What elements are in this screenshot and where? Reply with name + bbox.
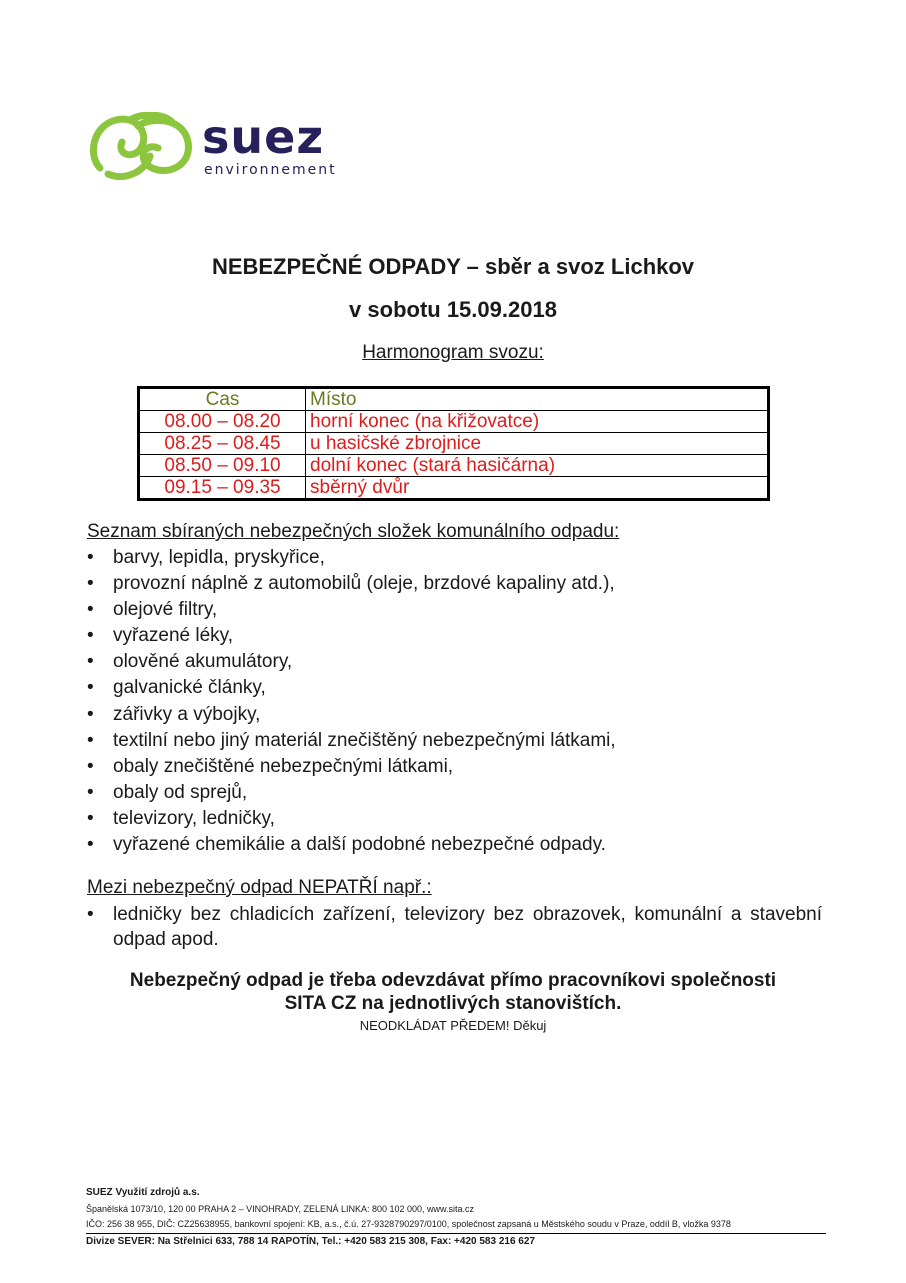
notice-line-1: Nebezpečný odpad je třeba odevzdávat přímo pracovníkovi společnosti xyxy=(129,970,777,991)
schedule-caption: Harmonogram svozu: xyxy=(362,342,544,363)
schedule-header-row xyxy=(139,388,769,411)
time-cell: 09.15 – 09.35 xyxy=(139,477,306,500)
time-cell: 08.25 – 08.45 xyxy=(139,433,306,455)
list-item: • obaly od sprejů, xyxy=(87,780,827,806)
footer-company: SUEZ Využití zdrojů a.s. xyxy=(86,1187,200,1198)
page-title: NEBEZPEČNÉ ODPADY – sběr a svoz Lichkov xyxy=(211,254,695,279)
list-item: • textilní nebo jiný materiál znečištěný nebezpečnými látkami, xyxy=(87,728,827,754)
footer-divider xyxy=(86,1233,826,1234)
time-cell: 08.00 – 08.20 xyxy=(139,411,306,433)
list-item: • vyřazené léky, xyxy=(87,623,827,649)
table-row xyxy=(139,455,769,477)
footer-division: Divize SEVER: Na Střelnici 633, 788 14 RAPOTÍN, Tel.: +420 583 215 308, Fax: +420 583 216 627 xyxy=(86,1236,535,1247)
place-cell: u hasičské zbrojnice xyxy=(306,433,769,455)
notice-line-2: SITA CZ na jednotlivých stanovištích. xyxy=(284,993,622,1014)
list-item: • vyřazené chemikálie a další podobné nebezpečné odpady. xyxy=(87,832,827,858)
excluded-heading: Mezi nebezpečný odpad NEPATŘÍ např.: xyxy=(87,877,432,898)
table-row xyxy=(139,433,769,455)
logo-tagline: environnement xyxy=(204,162,337,178)
date-line: v sobotu 15.09.2018 xyxy=(349,297,557,322)
list-item: • zářivky a výbojky, xyxy=(87,702,827,728)
excluded-list-item xyxy=(87,902,822,952)
list-item: • televizory, ledničky, xyxy=(87,806,827,832)
collected-list xyxy=(87,545,827,858)
list-item: • obaly znečištěné nebezpečnými látkami, xyxy=(87,754,827,780)
schedule-table xyxy=(137,386,770,501)
table-row xyxy=(139,477,769,500)
place-cell: horní konec (na křižovatce) xyxy=(306,411,769,433)
place-cell: dolní konec (stará hasičárna) xyxy=(306,455,769,477)
list-item: • olejové filtry, xyxy=(87,597,827,623)
excluded-item-text: ledničky bez chladicích zařízení, televizory bez obrazovek, komunální a stavební odpad apod. xyxy=(113,904,822,950)
footer-address: Španělská 1073/10, 120 00 PRAHA 2 – VINOHRADY, ZELENÁ LINKA: 800 102 000, www.sita.cz xyxy=(86,1204,475,1214)
logo-wordmark: suez xyxy=(202,110,325,164)
bullet-icon: • xyxy=(87,904,94,925)
notice-small: NEODKLÁDAT PŘEDEM! Děkuj xyxy=(359,1018,547,1033)
time-cell: 08.50 – 09.10 xyxy=(139,455,306,477)
header-time: Cas xyxy=(139,388,306,411)
list-item: • barvy, lepidla, pryskyřice, xyxy=(87,545,827,571)
list-item: • olověné akumulátory, xyxy=(87,649,827,675)
collected-heading: Seznam sbíraných nebezpečných složek komunálního odpadu: xyxy=(87,521,620,542)
list-item: • provozní náplně z automobilů (oleje, brzdové kapaliny atd.), xyxy=(87,571,827,597)
place-cell: sběrný dvůr xyxy=(306,477,769,500)
footer-registration: IČO: 256 38 955, DIČ: CZ25638955, bankovní spojení: KB, a.s., č.ú. 27-9328790297/0100, společnost zapsaná u Městského soudu v Praze, oddíl B, vložka 9378 xyxy=(86,1219,731,1229)
suez-logo xyxy=(86,112,356,184)
list-item: • galvanické články, xyxy=(87,675,827,701)
header-place: Místo xyxy=(306,388,769,411)
table-row xyxy=(139,411,769,433)
suez-swirl-logo-icon xyxy=(86,112,194,182)
